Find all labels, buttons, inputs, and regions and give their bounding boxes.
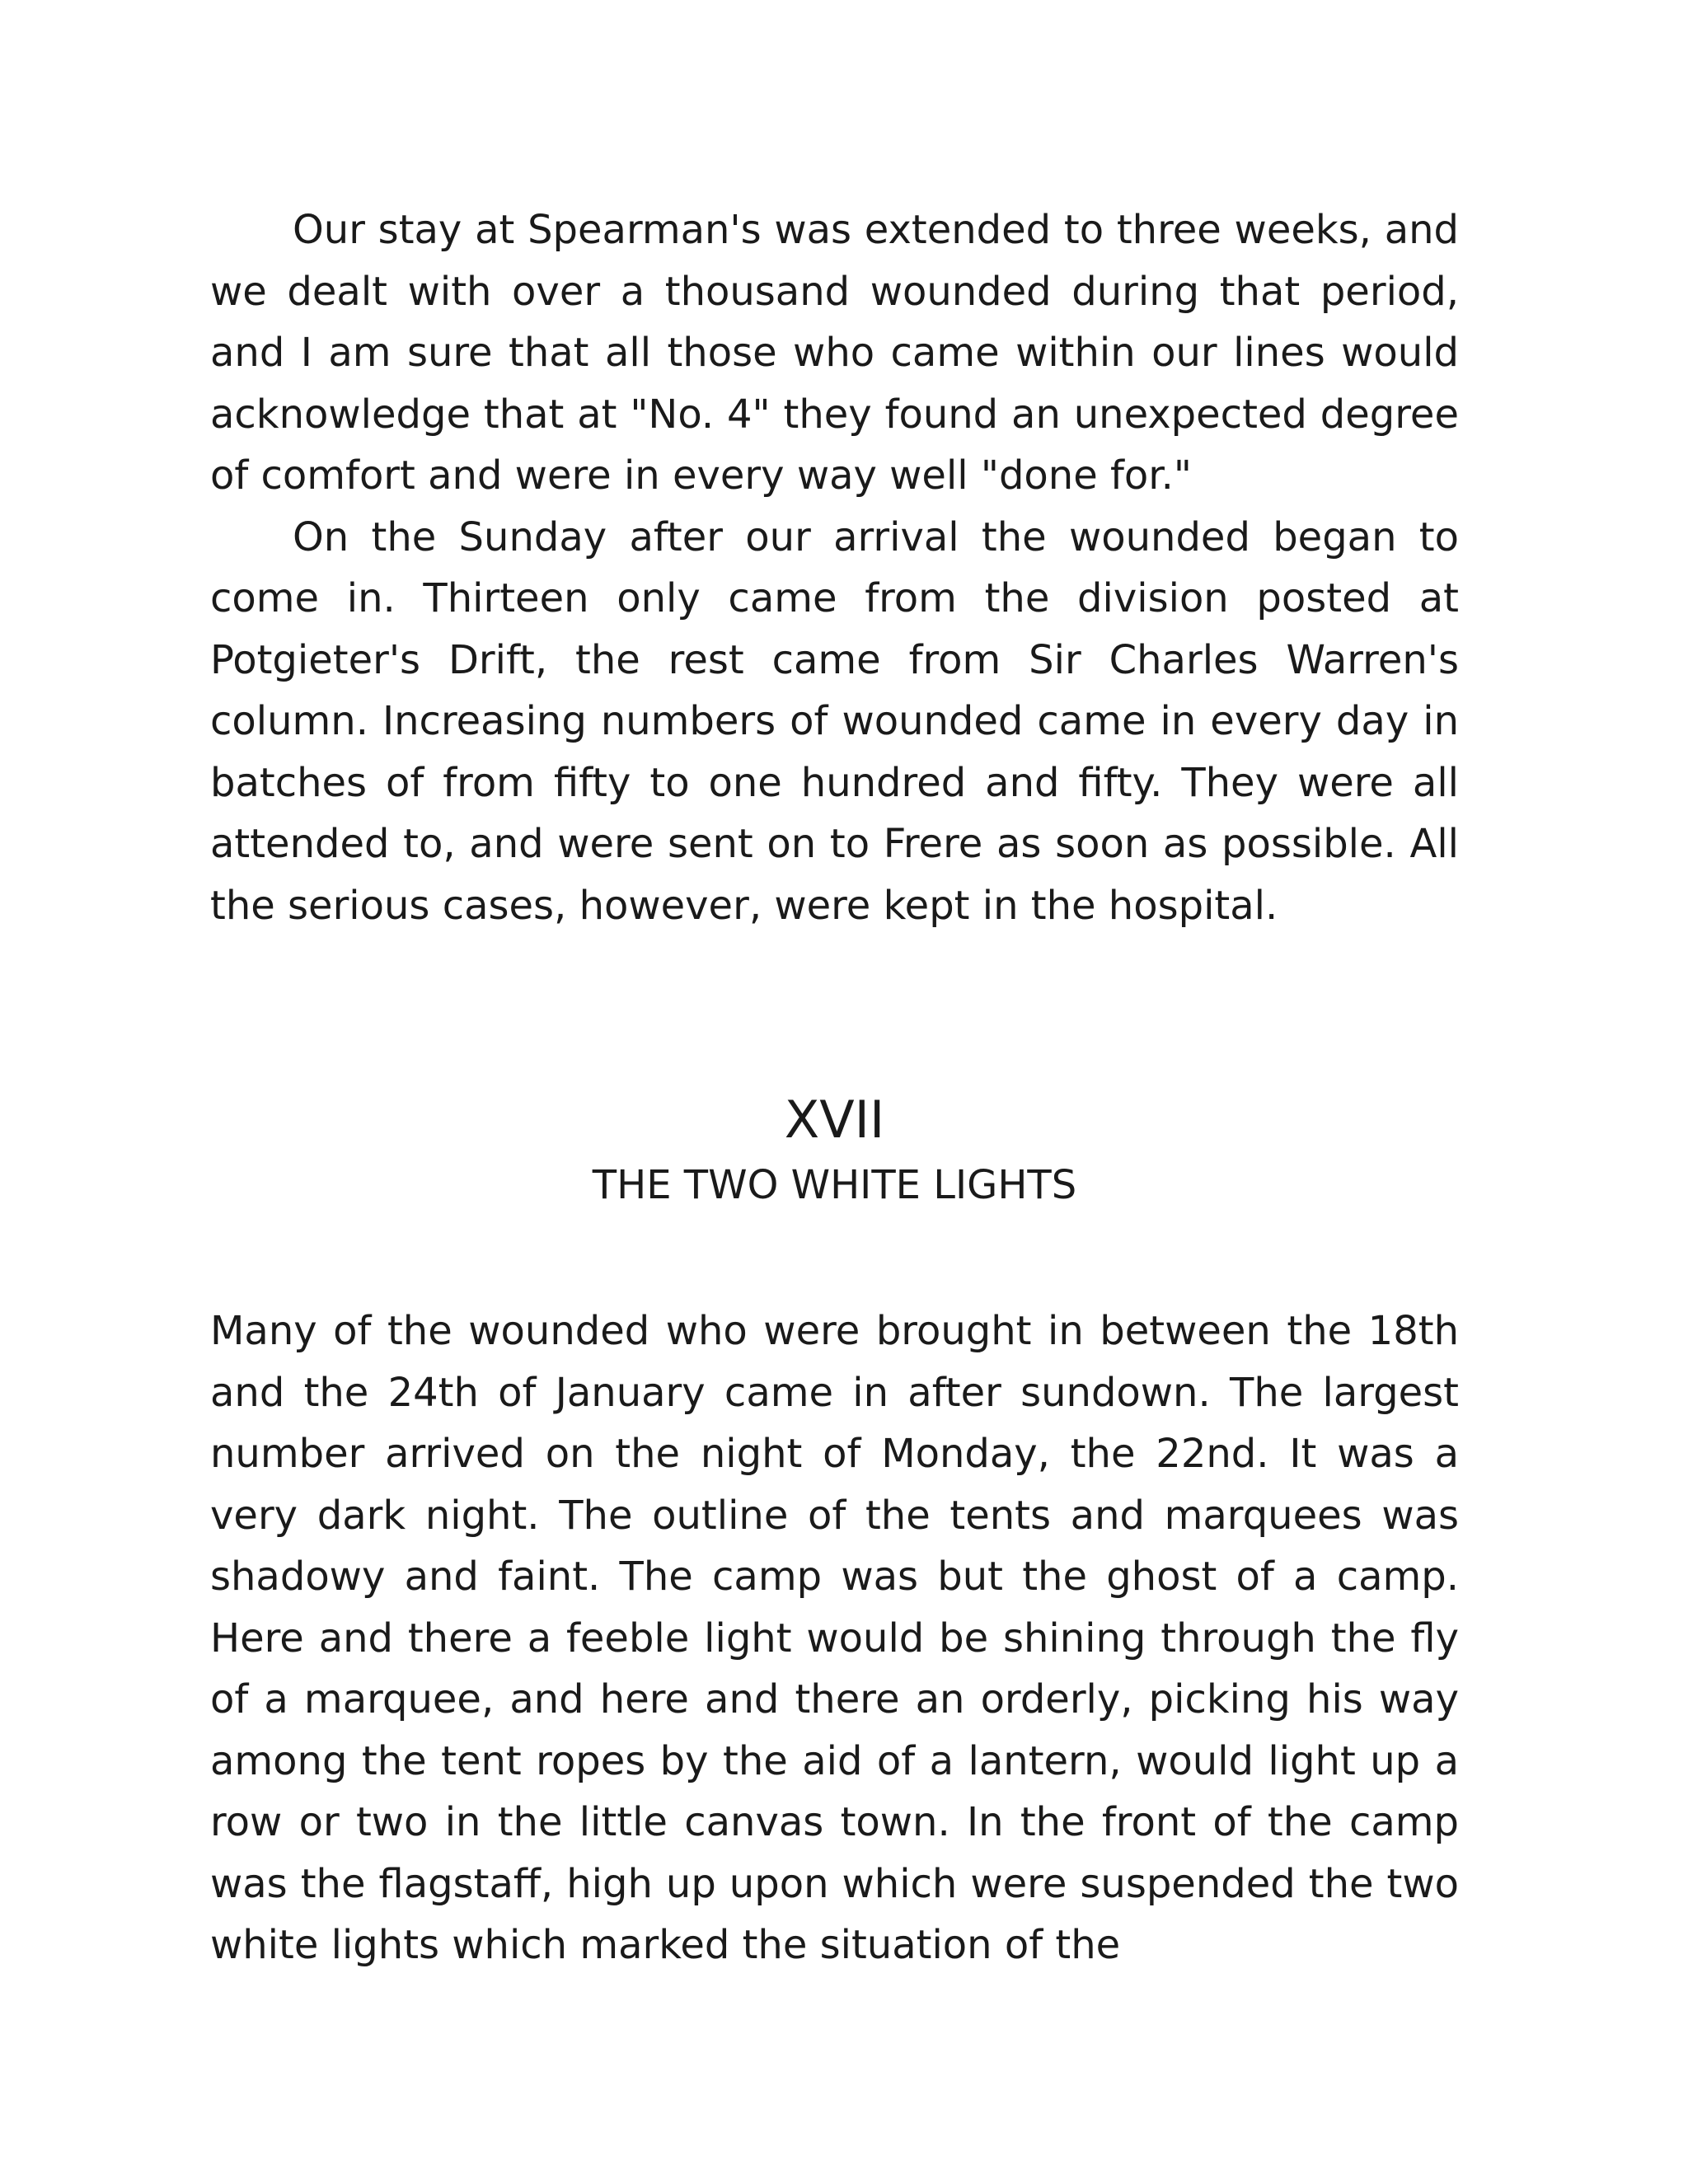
page-body <box>210 199 1459 1976</box>
paragraph-sunday-arrival: On the Sunday after our arrival the wounded began to come in. Thirteen only came from the division posted at Potgieter's Drift, the rest came from Sir Charles Warren's column. Increasing numbers of wounded came in every day in batches of from fifty to one hundred and fifty. They were all attended to, and were sent on to Frere as soon as possible. All the serious cases, however, were kept in the hospital. <box>210 513 1459 929</box>
paragraph-wounded-after-sundown: Many of the wounded who were brought in between the 18th and the 24th of January came in after sundown. The largest number arrived on the night of Monday, the 22nd. It was a very dark night. The outline of the tents and marquees was shadowy and faint. The camp was but the ghost of a camp. Here and there a feeble light would be shining through the fly of a marquee, and here and there an orderly, picking his way among the tent ropes by the aid of a lantern, would light up a row or two in the little canvas town. In the front of the camp was the flagstaff, high up upon which were suspended the two white lights which marked the situation of the <box>210 1308 1459 1968</box>
chapter-title: THE TWO WHITE LIGHTS <box>592 1162 1077 1208</box>
chapter-heading <box>210 1087 1459 1214</box>
paragraph-stay-at-spearmans: Our stay at Spearman's was extended to three weeks, and we dealt with over a thousand wounded during that period, and I am sure that all those who came within our lines would acknowledge that at "No. 4" they found an unexpected degree of comfort and were in every way well "done for." <box>210 207 1459 499</box>
chapter-number: XVII <box>784 1090 885 1150</box>
